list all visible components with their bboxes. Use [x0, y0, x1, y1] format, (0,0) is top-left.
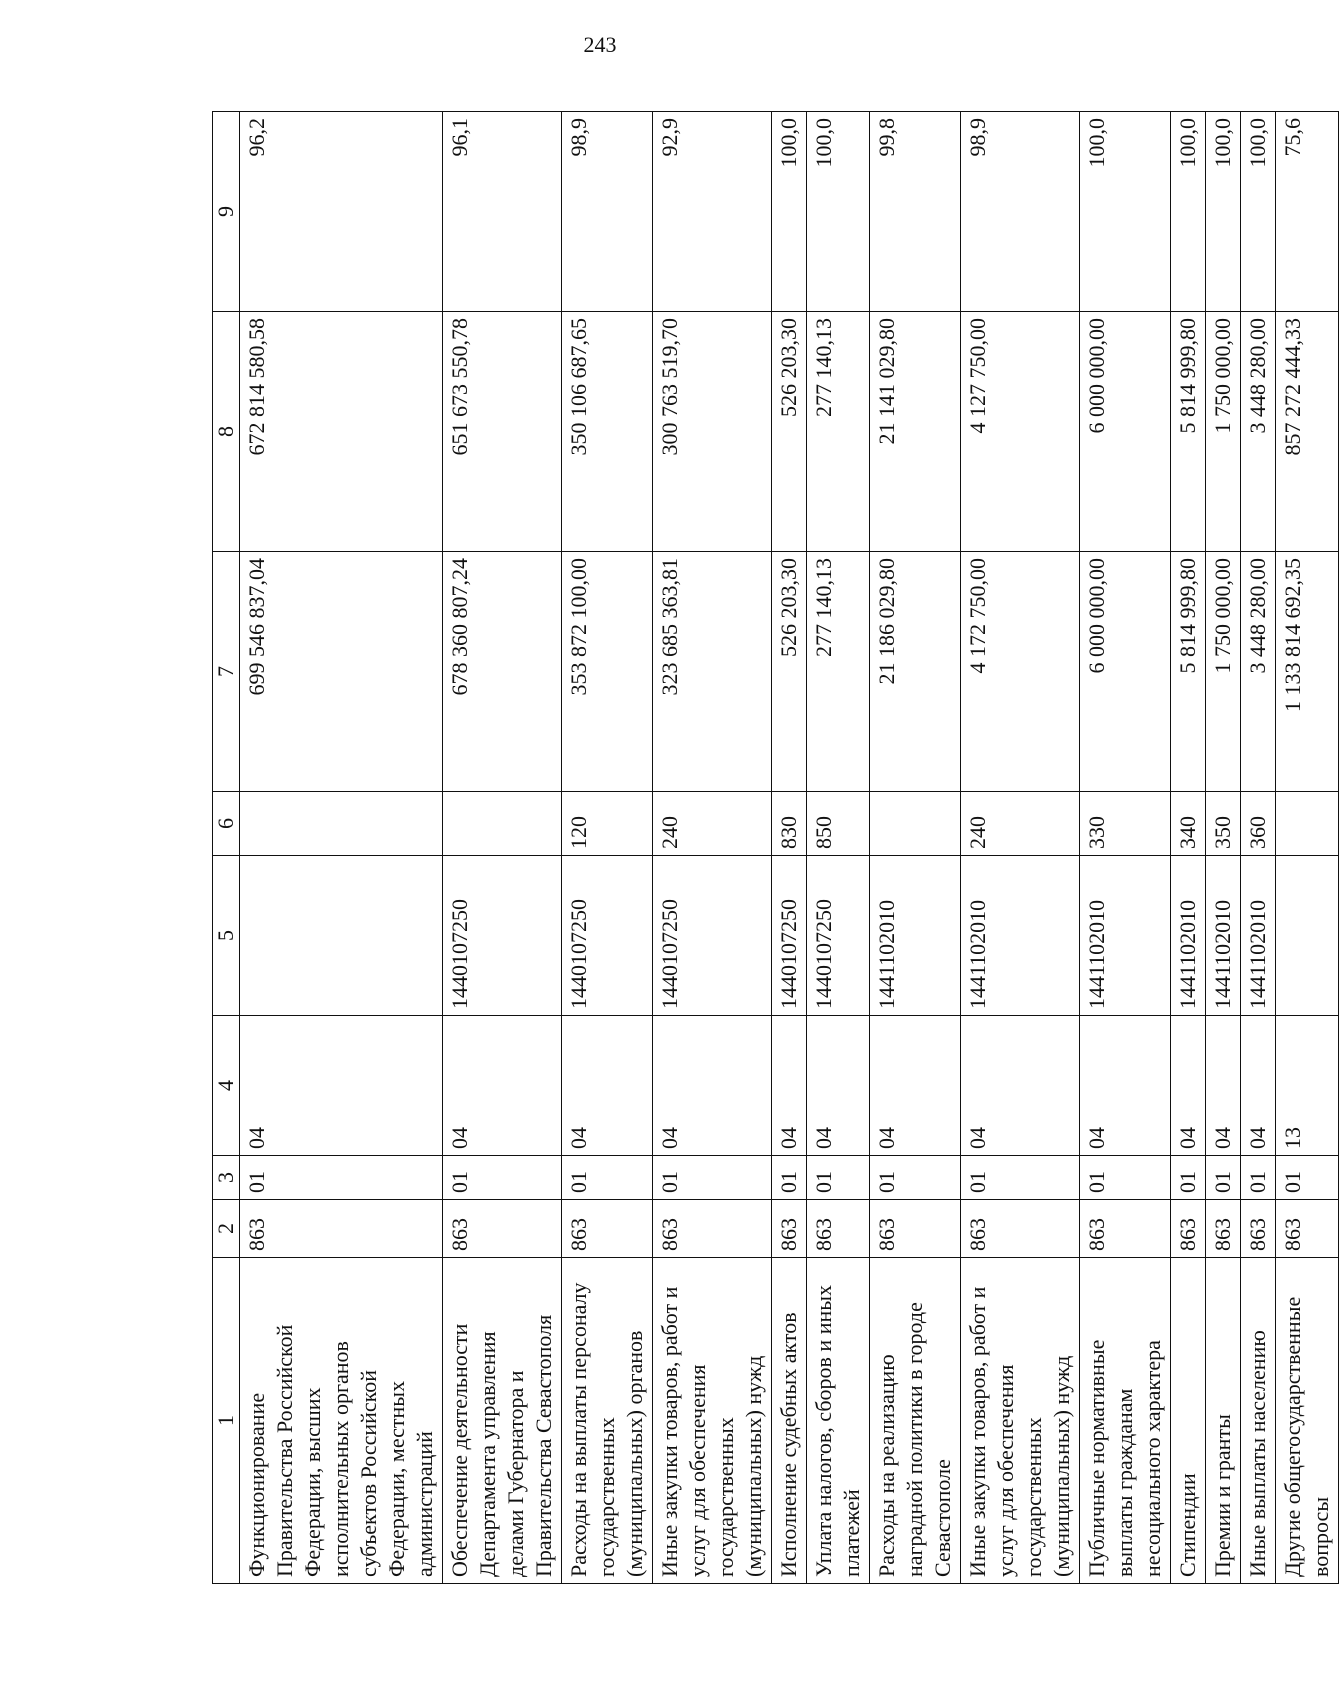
- section-code-cell: 01: [1080, 1156, 1171, 1200]
- section-code-cell: 01: [653, 1156, 772, 1200]
- expense-type-cell: 240: [653, 792, 772, 856]
- percent-cell: 75,6: [1276, 112, 1339, 312]
- target-article-cell: 1441102010: [870, 856, 961, 1016]
- planned-amount-cell: 526 203,30: [772, 552, 807, 792]
- percent-cell: 100,0: [1241, 112, 1276, 312]
- table-row: [1206, 112, 1241, 1584]
- grbs-code-cell: 863: [961, 1200, 1080, 1258]
- section-code-cell: 01: [1206, 1156, 1241, 1200]
- target-article-cell: [240, 856, 443, 1016]
- target-article-cell: 1440107250: [562, 856, 653, 1016]
- expense-type-cell: [1276, 792, 1339, 856]
- percent-cell: 100,0: [1171, 112, 1206, 312]
- executed-amount-cell: 857 272 444,33: [1276, 312, 1339, 552]
- target-article-cell: 1441102010: [961, 856, 1080, 1016]
- table-row: [870, 112, 961, 1584]
- percent-cell: 100,0: [1080, 112, 1171, 312]
- percent-cell: 100,0: [1206, 112, 1241, 312]
- section-code-cell: 01: [1241, 1156, 1276, 1200]
- table-row: [1241, 112, 1276, 1584]
- grbs-code-cell: 863: [443, 1200, 562, 1258]
- table-row: [653, 112, 772, 1584]
- table-row: [1171, 112, 1206, 1584]
- expense-type-cell: [870, 792, 961, 856]
- column-header: 2: [213, 1200, 240, 1258]
- expense-type-cell: 340: [1171, 792, 1206, 856]
- grbs-code-cell: 863: [1171, 1200, 1206, 1258]
- target-article-cell: 1441102010: [1206, 856, 1241, 1016]
- subsection-code-cell: 04: [772, 1016, 807, 1156]
- table-row: [1080, 112, 1171, 1584]
- expense-type-cell: [240, 792, 443, 856]
- table-row: [562, 112, 653, 1584]
- target-article-cell: 1441102010: [1171, 856, 1206, 1016]
- table-row: [961, 112, 1080, 1584]
- executed-amount-cell: 651 673 550,78: [443, 312, 562, 552]
- section-code-cell: 01: [1276, 1156, 1339, 1200]
- executed-amount-cell: 1 750 000,00: [1206, 312, 1241, 552]
- planned-amount-cell: 323 685 363,81: [653, 552, 772, 792]
- executed-amount-cell: 672 814 580,58: [240, 312, 443, 552]
- executed-amount-cell: 21 141 029,80: [870, 312, 961, 552]
- expense-type-cell: 830: [772, 792, 807, 856]
- planned-amount-cell: 5 814 999,80: [1171, 552, 1206, 792]
- page-number: 243: [583, 32, 617, 57]
- grbs-code-cell: 863: [1206, 1200, 1241, 1258]
- column-header: 5: [213, 856, 240, 1016]
- row-name-cell: Иные закупки товаров, работ и услуг для обеспечения государственных (муниципальных) нужд: [653, 1258, 772, 1584]
- target-article-cell: 1441102010: [1241, 856, 1276, 1016]
- rotated-table-container: [212, 112, 1333, 1584]
- executed-amount-cell: 300 763 519,70: [653, 312, 772, 552]
- column-header: 8: [213, 312, 240, 552]
- header-row: [213, 112, 240, 1584]
- budget-table: [212, 111, 1339, 1584]
- expense-type-cell: 850: [807, 792, 870, 856]
- column-header: 4: [213, 1016, 240, 1156]
- row-name-cell: Расходы на выплаты персоналу государственных (муниципальных) органов: [562, 1258, 653, 1584]
- target-article-cell: 1440107250: [653, 856, 772, 1016]
- planned-amount-cell: 277 140,13: [807, 552, 870, 792]
- expense-type-cell: 360: [1241, 792, 1276, 856]
- table-row: [240, 112, 443, 1584]
- planned-amount-cell: 353 872 100,00: [562, 552, 653, 792]
- row-name-cell: Публичные нормативные выплаты гражданам несоциального характера: [1080, 1258, 1171, 1584]
- section-code-cell: 01: [562, 1156, 653, 1200]
- table-row: [807, 112, 870, 1584]
- section-code-cell: 01: [807, 1156, 870, 1200]
- percent-cell: 96,2: [240, 112, 443, 312]
- section-code-cell: 01: [443, 1156, 562, 1200]
- expense-type-cell: [443, 792, 562, 856]
- target-article-cell: 1440107250: [807, 856, 870, 1016]
- executed-amount-cell: 350 106 687,65: [562, 312, 653, 552]
- planned-amount-cell: 1 133 814 692,35: [1276, 552, 1339, 792]
- subsection-code-cell: 04: [1171, 1016, 1206, 1156]
- subsection-code-cell: 04: [562, 1016, 653, 1156]
- target-article-cell: 1440107250: [772, 856, 807, 1016]
- column-header: 7: [213, 552, 240, 792]
- row-name-cell: Премии и гранты: [1206, 1258, 1241, 1584]
- row-name-cell: Уплата налогов, сборов и иных платежей: [807, 1258, 870, 1584]
- column-header: 3: [213, 1156, 240, 1200]
- subsection-code-cell: 04: [240, 1016, 443, 1156]
- subsection-code-cell: 04: [807, 1016, 870, 1156]
- row-name-cell: Функционирование Правительства Российской Федерации, высших исполнительных органов субъектов Российской Федерации, местных администраций: [240, 1258, 443, 1584]
- executed-amount-cell: 4 127 750,00: [961, 312, 1080, 552]
- table-row: [443, 112, 562, 1584]
- section-code-cell: 01: [870, 1156, 961, 1200]
- executed-amount-cell: 526 203,30: [772, 312, 807, 552]
- grbs-code-cell: 863: [1276, 1200, 1339, 1258]
- grbs-code-cell: 863: [240, 1200, 443, 1258]
- row-name-cell: Стипендии: [1171, 1258, 1206, 1584]
- subsection-code-cell: 04: [443, 1016, 562, 1156]
- row-name-cell: Обеспечение деятельности Департамента управления делами Губернатора и Правительства Севастополя: [443, 1258, 562, 1584]
- target-article-cell: 1441102010: [1080, 856, 1171, 1016]
- target-article-cell: [1276, 856, 1339, 1016]
- grbs-code-cell: 863: [1241, 1200, 1276, 1258]
- subsection-code-cell: 13: [1276, 1016, 1339, 1156]
- percent-cell: 99,8: [870, 112, 961, 312]
- subsection-code-cell: 04: [870, 1016, 961, 1156]
- row-name-cell: Расходы на реализацию наградной политики в городе Севастополе: [870, 1258, 961, 1584]
- planned-amount-cell: 6 000 000,00: [1080, 552, 1171, 792]
- column-header: 9: [213, 112, 240, 312]
- column-header: 6: [213, 792, 240, 856]
- grbs-code-cell: 863: [1080, 1200, 1171, 1258]
- column-header: 1: [213, 1258, 240, 1584]
- percent-cell: 98,9: [562, 112, 653, 312]
- executed-amount-cell: 5 814 999,80: [1171, 312, 1206, 552]
- section-code-cell: 01: [772, 1156, 807, 1200]
- subsection-code-cell: 04: [1080, 1016, 1171, 1156]
- planned-amount-cell: 3 448 280,00: [1241, 552, 1276, 792]
- executed-amount-cell: 277 140,13: [807, 312, 870, 552]
- executed-amount-cell: 6 000 000,00: [1080, 312, 1171, 552]
- percent-cell: 100,0: [807, 112, 870, 312]
- percent-cell: 100,0: [772, 112, 807, 312]
- expense-type-cell: 330: [1080, 792, 1171, 856]
- expense-type-cell: 240: [961, 792, 1080, 856]
- table-row: [1276, 112, 1339, 1584]
- planned-amount-cell: 699 546 837,04: [240, 552, 443, 792]
- percent-cell: 92,9: [653, 112, 772, 312]
- grbs-code-cell: 863: [772, 1200, 807, 1258]
- subsection-code-cell: 04: [961, 1016, 1080, 1156]
- grbs-code-cell: 863: [807, 1200, 870, 1258]
- row-name-cell: Исполнение судебных актов: [772, 1258, 807, 1584]
- subsection-code-cell: 04: [653, 1016, 772, 1156]
- planned-amount-cell: 678 360 807,24: [443, 552, 562, 792]
- planned-amount-cell: 21 186 029,80: [870, 552, 961, 792]
- section-code-cell: 01: [240, 1156, 443, 1200]
- percent-cell: 98,9: [961, 112, 1080, 312]
- row-name-cell: Иные закупки товаров, работ и услуг для обеспечения государственных (муниципальных) нужд: [961, 1258, 1080, 1584]
- percent-cell: 96,1: [443, 112, 562, 312]
- grbs-code-cell: 863: [653, 1200, 772, 1258]
- grbs-code-cell: 863: [870, 1200, 961, 1258]
- grbs-code-cell: 863: [562, 1200, 653, 1258]
- expense-type-cell: 120: [562, 792, 653, 856]
- planned-amount-cell: 4 172 750,00: [961, 552, 1080, 792]
- subsection-code-cell: 04: [1241, 1016, 1276, 1156]
- section-code-cell: 01: [1171, 1156, 1206, 1200]
- executed-amount-cell: 3 448 280,00: [1241, 312, 1276, 552]
- target-article-cell: 1440107250: [443, 856, 562, 1016]
- expense-type-cell: 350: [1206, 792, 1241, 856]
- planned-amount-cell: 1 750 000,00: [1206, 552, 1241, 792]
- section-code-cell: 01: [961, 1156, 1080, 1200]
- row-name-cell: Другие общегосударственные вопросы: [1276, 1258, 1339, 1584]
- table-row: [772, 112, 807, 1584]
- subsection-code-cell: 04: [1206, 1016, 1241, 1156]
- row-name-cell: Иные выплаты населению: [1241, 1258, 1276, 1584]
